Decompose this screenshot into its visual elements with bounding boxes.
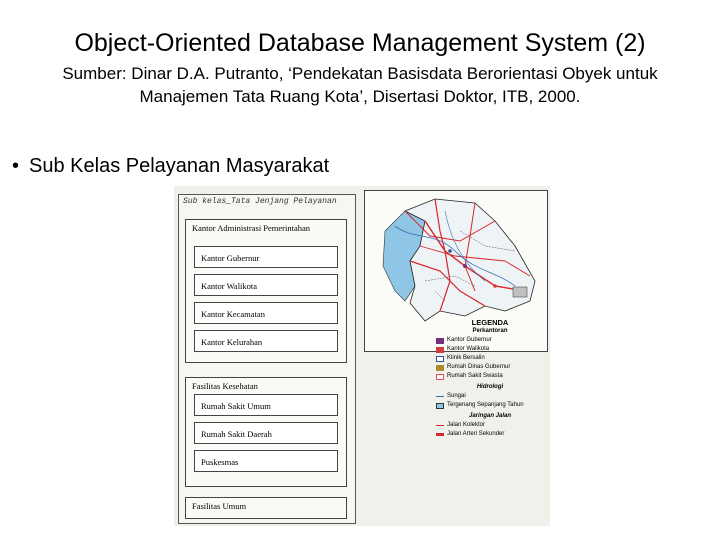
scanned-figure (174, 186, 550, 526)
legend-item: Rumah Sakit Swasta (432, 372, 548, 381)
map-legend (432, 318, 548, 439)
map-facility-marker (448, 249, 452, 253)
diagram-title: Sub kelas_Tata Jenjang Pelayanan (183, 197, 337, 206)
slide-title: Object-Oriented Database Management System (2) (74, 29, 646, 57)
legend-item: Kantor Walikota (432, 345, 548, 354)
legend-item: Kantor Gubernur (432, 336, 548, 345)
class-kantor-kecamatan: Kantor Kecamatan (194, 302, 338, 324)
map-city-outline (405, 199, 535, 321)
legend-item: Rumah Dinas Gubernur (432, 363, 548, 372)
group-title: Kantor Administrasi Pemerintahan (192, 223, 311, 233)
bullet-marker: • (12, 155, 20, 177)
bullet-item (12, 154, 329, 178)
group-fasilitas-kesehatan (185, 377, 347, 487)
class-kantor-kelurahan: Kantor Kelurahan (194, 330, 338, 352)
class-rumah-sakit-umum: Rumah Sakit Umum (194, 394, 338, 416)
class-diagram (178, 194, 356, 524)
bullet-text: Sub Kelas Pelayanan Masyarakat (29, 155, 330, 177)
map-facility-marker (493, 284, 497, 288)
legend-title: LEGENDA (471, 318, 509, 327)
group-title: Fasilitas Kesehatan (192, 381, 258, 391)
slide-subtitle: Sumber: Dinar D.A. Putranto, ‘Pendekatan Basisdata Berorientasi Obyek untuk Manajemen Tata Ruang Kota’, Disertasi Doktor, ITB, 2000. (62, 64, 658, 106)
jalan-kolektor-symbol (436, 425, 444, 426)
class-kantor-walikota: Kantor Walikota (194, 274, 338, 296)
klinik-bersalin-symbol (436, 356, 444, 362)
legend-item: Jalan Kolektor (432, 421, 548, 430)
legend-item: Tergenang Sepanjang Tahun (432, 401, 548, 410)
map-harbor-block (513, 287, 527, 297)
group-title: Fasilitas Umum (192, 501, 247, 511)
class-kantor-gubernur: Kantor Gubernur (194, 246, 338, 268)
rumah-sakit-swasta-symbol (436, 374, 444, 380)
legend-section-jalan: Jaringan Jalan (468, 413, 512, 419)
class-puskesmas: Puskesmas (194, 450, 338, 472)
genangan-symbol (436, 403, 444, 409)
kantor-walikota-symbol (436, 347, 444, 353)
legend-item: Sungai (432, 392, 548, 401)
class-rumah-sakit-daerah: Rumah Sakit Daerah (194, 422, 338, 444)
legend-section-perkantoran: Perkantoran (472, 328, 508, 334)
legend-item: Jalan Arteri Sekunder (432, 430, 548, 439)
kantor-gubernur-symbol (436, 338, 444, 344)
legend-section-hidrologi: Hidrologi (476, 384, 504, 390)
group-fasilitas-umum (185, 497, 347, 519)
rumah-dinas-symbol (436, 365, 444, 371)
sungai-symbol (436, 396, 444, 397)
jalan-arteri-symbol (436, 433, 444, 436)
group-kantor-administrasi (185, 219, 347, 363)
map-facility-marker (463, 264, 467, 268)
legend-item: Klinik Bersalin (432, 354, 548, 363)
